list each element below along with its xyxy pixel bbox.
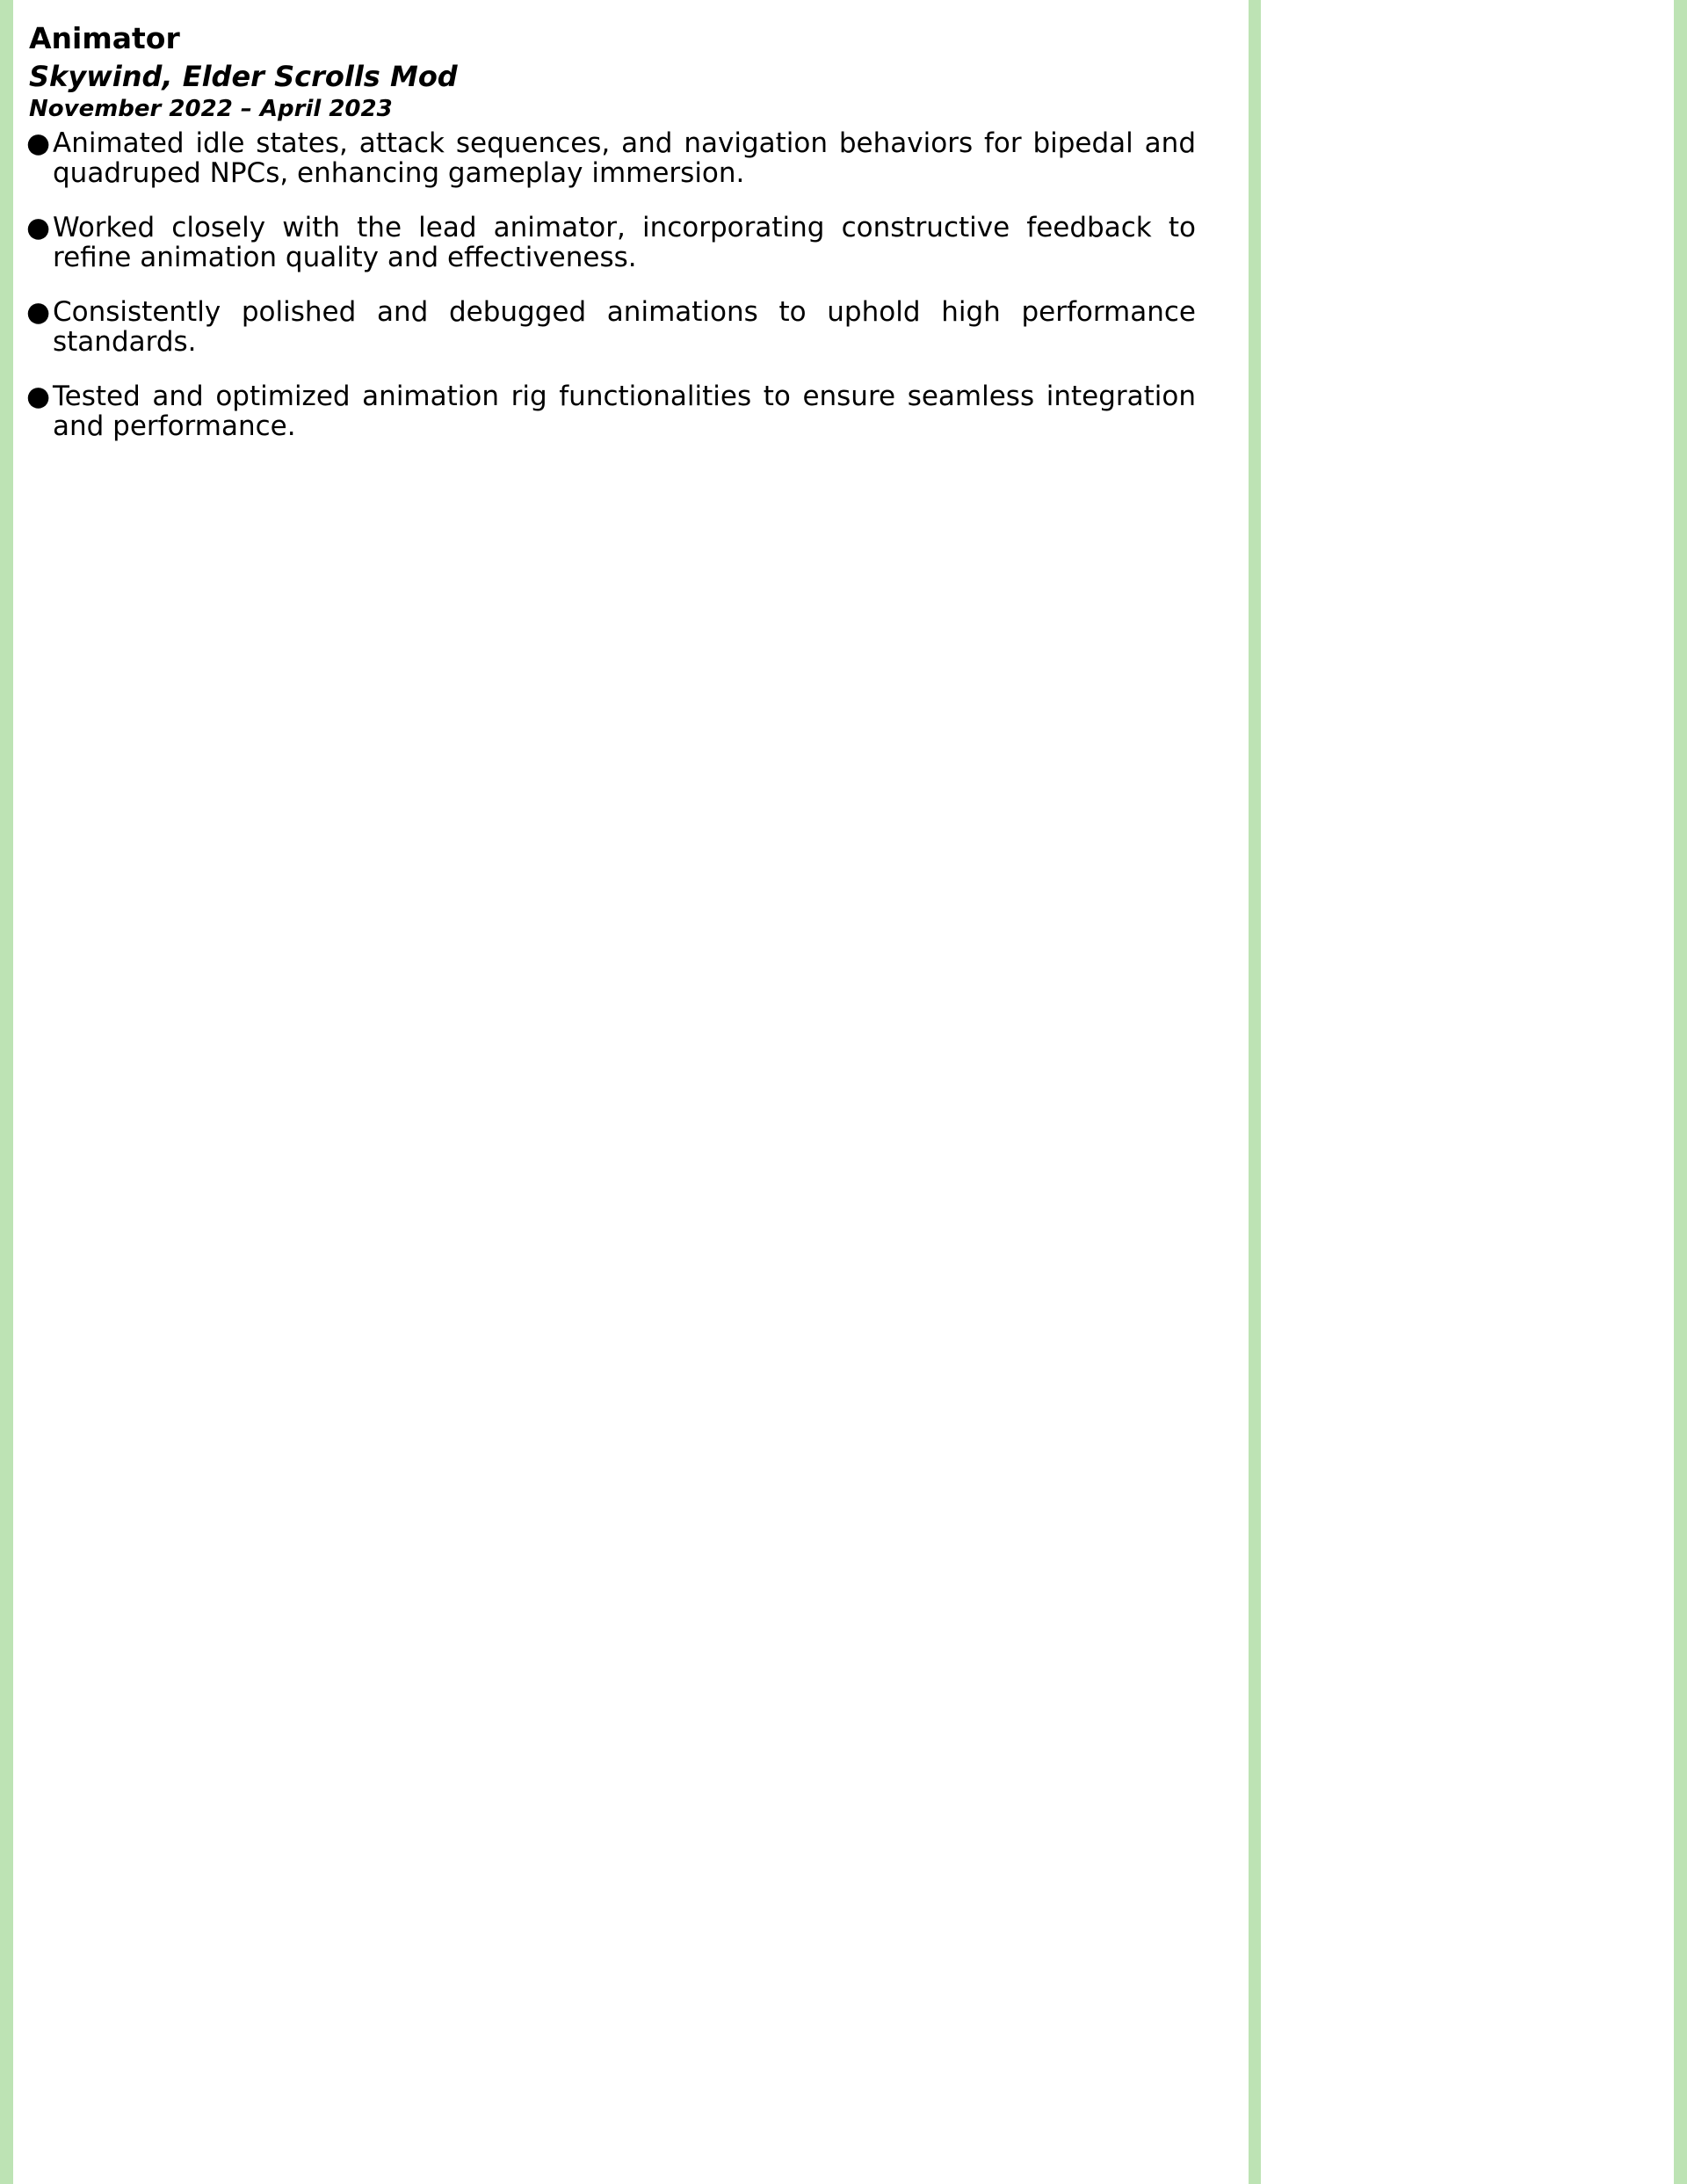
bullet-text: Worked closely with the lead animator, incorporating constructive feedback to refine animation quality and effectiveness. — [53, 212, 1196, 273]
experience-section — [26, 19, 1196, 466]
list-item — [26, 212, 1196, 273]
list-item — [26, 296, 1196, 358]
company-name: Skywind, Elder Scrolls Mod — [29, 60, 458, 93]
bullet-icon: ● — [26, 381, 51, 412]
list-item — [26, 127, 1196, 189]
job-title: Animator — [29, 21, 180, 55]
left-page-border — [0, 0, 13, 2184]
bullet-text: Consistently polished and debugged animations to uphold high performance standards. — [53, 296, 1196, 358]
bullet-icon: ● — [26, 212, 51, 243]
right-page-border — [1674, 0, 1687, 2184]
bullet-icon: ● — [26, 127, 51, 159]
employment-dates: November 2022 – April 2023 — [29, 96, 393, 122]
column-divider — [1249, 0, 1261, 2184]
responsibilities-list — [26, 127, 1196, 442]
bullet-text: Tested and optimized animation rig functionalities to ensure seamless integration and performance. — [53, 381, 1196, 442]
bullet-icon: ● — [26, 296, 51, 328]
sidebar-column — [1261, 0, 1674, 2184]
bullet-text: Animated idle states, attack sequences, and navigation behaviors for bipedal and quadruped NPCs, enhancing gameplay immersion. — [53, 127, 1196, 189]
list-item — [26, 381, 1196, 442]
